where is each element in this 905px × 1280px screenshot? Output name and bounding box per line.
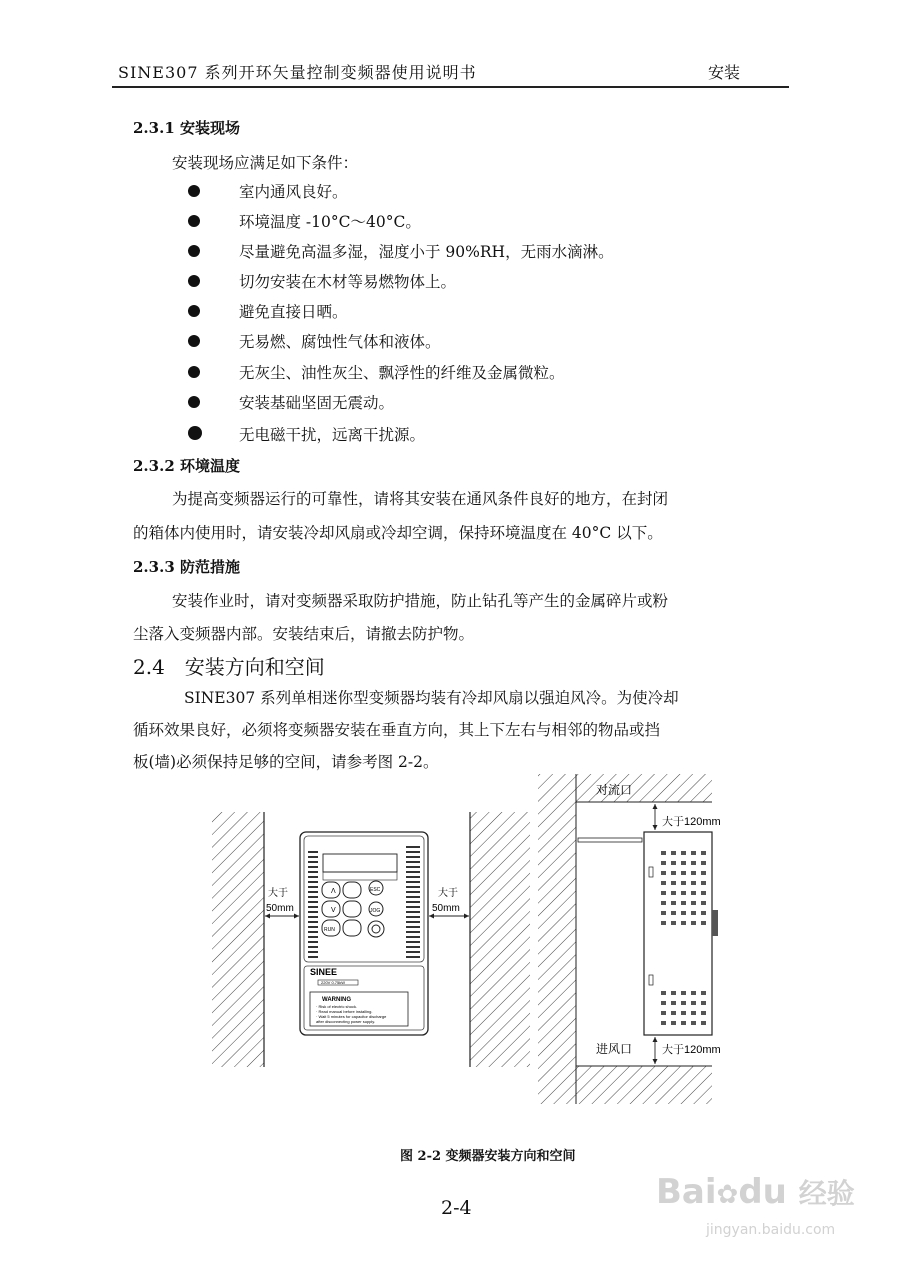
- watermark-brand: Bai: [656, 1172, 717, 1212]
- warning-line: · Risk of electric shock.: [316, 1004, 358, 1009]
- watermark-brand-2: du: [738, 1172, 787, 1212]
- warning-line: · Wait 5 minutes for capacitor discharge: [316, 1014, 387, 1019]
- warning-line: after disconnecting power supply.: [316, 1019, 376, 1024]
- condition-item: 无灰尘、油性灰尘、飘浮性的纤维及金属微粒。: [239, 364, 565, 382]
- bullet-icon: [188, 335, 200, 347]
- paw-icon: ✿: [716, 1180, 739, 1210]
- key-esc: ESC: [370, 887, 381, 893]
- running-header-section: 安装: [708, 63, 741, 82]
- model-rating: 220V 0.75kW: [321, 980, 346, 985]
- condition-item: 无易燃、腐蚀性气体和液体。: [239, 333, 441, 351]
- section-2-3-3-line: 安装作业时，请对变频器采取防护措施，防止钻孔等产生的金属碎片或粉: [172, 592, 669, 610]
- top-clearance: 大于120mm: [662, 816, 721, 828]
- condition-item: 避免直接日晒。: [239, 303, 348, 321]
- section-2-4-line: 板(墙)必须保持足够的空间，请参考图 2-2。: [133, 753, 439, 771]
- installation-figure: [200, 770, 760, 1110]
- bullet-icon: [188, 185, 200, 197]
- bullet-icon: [188, 245, 200, 257]
- section-2-3-2-line: 的箱体内使用时，请安装冷却风扇或冷却空调，保持环境温度在 40°C 以下。: [133, 524, 663, 542]
- bullet-icon: [188, 426, 202, 440]
- warning-line: · Read manual before installing.: [316, 1009, 373, 1014]
- watermark-logo: [656, 1172, 855, 1212]
- section-2-3-2-line: 为提高变频器运行的可靠性，请将其安装在通风条件良好的地方，在封闭: [172, 490, 669, 508]
- condition-item: 安装基础坚固无震动。: [239, 394, 395, 412]
- bullet-icon: [188, 305, 200, 317]
- condition-item: 环境温度 -10°C～40°C。: [239, 213, 421, 231]
- condition-item: 尽量避免高温多湿，湿度小于 90%RH，无雨水滴淋。: [239, 243, 614, 261]
- bullet-icon: [188, 396, 200, 408]
- watermark-jingyan: 经验: [798, 1177, 855, 1210]
- right-gap-value: 50mm: [432, 903, 460, 914]
- key-jog: JOG: [370, 908, 381, 914]
- section-2-3-1-intro: 安装现场应满足如下条件：: [172, 154, 359, 172]
- bullet-icon: [188, 215, 200, 227]
- section-2-3-2-title: 2.3.2 环境温度: [133, 457, 240, 475]
- left-wall: [212, 812, 264, 1067]
- key-up: Λ: [331, 888, 336, 895]
- figure-caption: 图 2-2 变频器安装方向和空间: [400, 1149, 576, 1164]
- condition-item: 无电磁干扰，远离干扰源。: [239, 426, 426, 444]
- right-wall: [470, 812, 530, 1067]
- section-2-4-line: 循环效果良好，必须将变频器安装在垂直方向，其上下左右与相邻的物品或挡: [133, 721, 661, 739]
- bullet-icon: [188, 366, 200, 378]
- section-2-3-3-title: 2.3.3 防范措施: [133, 558, 240, 576]
- section-2-4-line: SINE307 系列单相迷你型变频器均装有冷却风扇以强迫风冷。为使冷却: [184, 689, 679, 707]
- key-run: RUN: [324, 927, 335, 933]
- brand-logo: SINEE: [310, 967, 338, 977]
- page-number: 2-4: [441, 1197, 472, 1219]
- condition-item: 切勿安装在木材等易燃物体上。: [239, 273, 457, 291]
- top-vent-label: 对流口: [596, 783, 633, 797]
- bottom-baffle: [576, 1066, 712, 1104]
- header-divider: [112, 86, 789, 88]
- condition-item: 室内通风良好。: [239, 183, 348, 201]
- watermark-url: jingyan.baidu.com: [706, 1222, 836, 1238]
- bottom-clearance: 大于120mm: [662, 1044, 721, 1056]
- left-gap-label: 大于: [268, 888, 288, 899]
- bullet-icon: [188, 275, 200, 287]
- right-gap-label: 大于: [438, 888, 458, 899]
- section-2-4-title: 2.4 安装方向和空间: [133, 655, 325, 679]
- key-down: V: [331, 907, 336, 914]
- left-gap-value: 50mm: [266, 903, 294, 914]
- warning-title: WARNING: [322, 997, 351, 1003]
- running-header-title: SINE307 系列开环矢量控制变频器使用说明书: [118, 63, 477, 82]
- mounting-wall: [538, 774, 576, 1104]
- bottom-vent-label: 进风口: [596, 1042, 633, 1056]
- section-2-3-1-title: 2.3.1 安装现场: [133, 119, 240, 137]
- section-2-3-3-line: 尘落入变频器内部。安装结束后，请撤去防护物。: [133, 625, 475, 643]
